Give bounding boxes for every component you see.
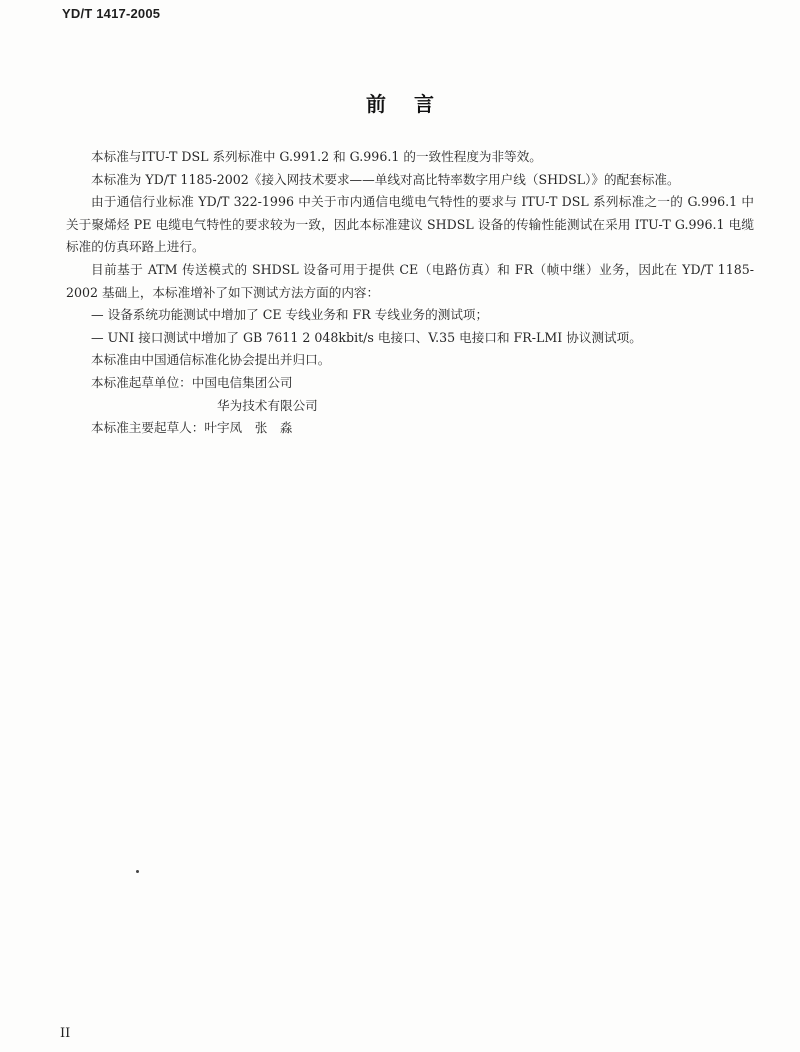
paragraph-drafting-unit-2: 华为技术有限公司 — [217, 397, 318, 413]
paragraph-proposer: 本标准由中国通信标准化协会提出并归口。 — [91, 352, 331, 368]
paragraph-drafting-units: 本标准起草单位：中国电信集团公司 — [91, 374, 293, 390]
standard-code-header: YD/T 1417-2005 — [62, 6, 161, 21]
paragraph-companion-standard: 本标准为 YD/T 1185-2002《接入网技术要求——单线对高比特率数字用户线（SHDSL）》的配套标准。 — [91, 171, 680, 187]
paragraph-drafters: 本标准主要起草人：叶宇凤 张 淼 — [91, 420, 293, 436]
scan-speck — [136, 870, 139, 873]
page-title: 前言 — [366, 92, 462, 116]
list-item-uni-tests: — UNI 接口测试中增加了 GB 7611 2 048kbit/s 电接口、V.35 电接口和 FR-LMI 协议测试项。 — [91, 329, 642, 345]
list-item-ce-fr-tests: — 设备系统功能测试中增加了 CE 专线业务和 FR 专线业务的测试项； — [91, 307, 489, 323]
page-number: II — [60, 1026, 71, 1041]
paragraph-cable-requirements: 由于通信行业标准 YD/T 322-1996 中关于市内通信电缆电气特性的要求与 ITU-T DSL 系列标准之一的 G.996.1 中关于聚烯烃 PE 电缆电气特性的要求较为一致，因此本标准建议 SHDSL 设备的传输性能测试在采用 ITU-T G.996.1 电缆标准的仿真环路上进行。 — [66, 194, 754, 255]
foreword-body — [66, 146, 754, 440]
paragraph-equivalence: 本标准与ITU-T DSL 系列标准中 G.991.2 和 G.996.1 的一致性程度为非等效。 — [91, 149, 542, 164]
paragraph-atm-services: 目前基于 ATM 传送模式的 SHDSL 设备可用于提供 CE（电路仿真）和 FR（帧中继）业务，因此在 YD/T 1185-2002 基础上，本标准增补了如下测试方法方面的内容： — [66, 261, 754, 300]
